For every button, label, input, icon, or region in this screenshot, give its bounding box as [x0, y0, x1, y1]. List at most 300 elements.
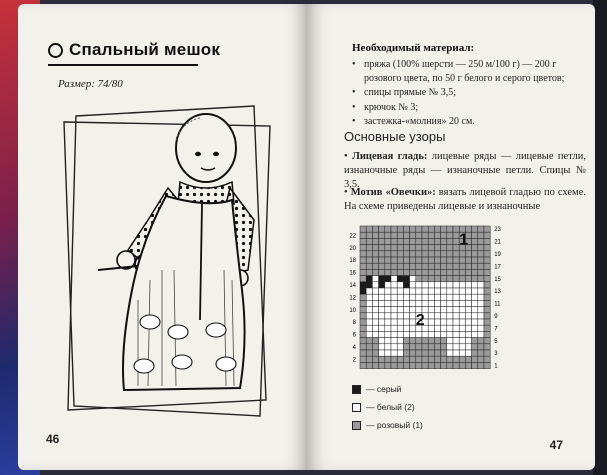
chart-cell: [441, 319, 447, 325]
chart-cell: [379, 313, 385, 319]
chart-cell: [447, 263, 453, 269]
chart-cell: [403, 232, 409, 238]
chart-cell: [372, 232, 378, 238]
chart-cell: [416, 282, 422, 288]
chart-cell: [379, 319, 385, 325]
chart-cell: [403, 300, 409, 306]
chart-cell: [472, 356, 478, 362]
chart-cell: [428, 232, 434, 238]
chart-cell: [385, 226, 391, 232]
chart-cell: [459, 319, 465, 325]
chart-cell: [360, 232, 366, 238]
chart-cell: [360, 276, 366, 282]
chart-cell: [360, 307, 366, 313]
chart-cell: [397, 362, 403, 368]
legend-item: [352, 416, 423, 434]
chart-cell: [478, 251, 484, 257]
chart-cell: [403, 319, 409, 325]
chart-cell: [447, 257, 453, 263]
chart-cell: [366, 319, 372, 325]
chart-cell: [459, 294, 465, 300]
chart-cell: [441, 344, 447, 350]
chart-cell: [360, 226, 366, 232]
chart-cell: [484, 294, 490, 300]
chart-cell: [366, 269, 372, 275]
chart-cell: [472, 245, 478, 251]
chart-cell: [428, 350, 434, 356]
chart-cell: [379, 294, 385, 300]
chart-cell: [379, 282, 385, 288]
chart-cell: [385, 238, 391, 244]
chart-cell: [484, 288, 490, 294]
chart-cell: [403, 238, 409, 244]
chart-cell: [397, 356, 403, 362]
chart-cell: [472, 344, 478, 350]
chart-cell: [441, 288, 447, 294]
chart-cell: [391, 350, 397, 356]
chart-cell: [434, 257, 440, 263]
chart-cell: [447, 269, 453, 275]
chart-cell: [465, 325, 471, 331]
chart-cell: [478, 245, 484, 251]
chart-cell: [441, 226, 447, 232]
page-title: Спальный мешок: [69, 40, 221, 59]
chart-cell: [379, 251, 385, 257]
row-label: 7: [494, 326, 498, 333]
chart-cell: [428, 238, 434, 244]
chart-cell: [366, 232, 372, 238]
chart-cell: [385, 251, 391, 257]
chart-cell: [478, 344, 484, 350]
chart-cell: [465, 313, 471, 319]
chart-cell: [391, 251, 397, 257]
chart-cell: [465, 344, 471, 350]
chart-cell: [372, 245, 378, 251]
chart-cell: [379, 269, 385, 275]
chart-cell: [391, 226, 397, 232]
chart-cell: [372, 251, 378, 257]
chart-cell: [410, 257, 416, 263]
chart-cell: [484, 300, 490, 306]
chart-cell: [366, 257, 372, 263]
chart-cell: [478, 300, 484, 306]
chart-cell: [391, 269, 397, 275]
chart-cell: [416, 245, 422, 251]
chart-cell: [447, 325, 453, 331]
chart-cell: [434, 269, 440, 275]
chart-cell: [385, 300, 391, 306]
chart-cell: [478, 325, 484, 331]
chart-cell: [447, 276, 453, 282]
chart-cell: [453, 307, 459, 313]
knitting-chart-container: [332, 222, 572, 377]
chart-cell: [416, 356, 422, 362]
row-label: 3: [494, 351, 498, 358]
chart-cell: [428, 257, 434, 263]
chart-cell: [478, 313, 484, 319]
chart-cell: [366, 245, 372, 251]
baby-sleeping-bag-illustration: [58, 100, 278, 420]
chart-cell: [360, 251, 366, 257]
chart-cell: [465, 331, 471, 337]
chart-cell: [434, 294, 440, 300]
chart-cell: [391, 257, 397, 263]
chart-cell: [416, 288, 422, 294]
materials-heading: Необходимый материал:: [352, 42, 475, 54]
chart-cell: [428, 251, 434, 257]
chart-cell: [410, 294, 416, 300]
chart-cell: [453, 282, 459, 288]
chart-cell: [441, 232, 447, 238]
chart-cell: [465, 257, 471, 263]
chart-cell: [441, 263, 447, 269]
chart-cell: [422, 288, 428, 294]
chart-cell: [447, 350, 453, 356]
chart-cell: [472, 325, 478, 331]
chart-cell: [465, 307, 471, 313]
chart-cell: [428, 226, 434, 232]
chart-cell: [484, 263, 490, 269]
list-item: • пряжа (100% шерсти — 250 м/100 г) — 200 г розового цвета, по 50 г белого и серого цветов;: [350, 58, 585, 85]
chart-cell: [360, 288, 366, 294]
chart-cell: [366, 263, 372, 269]
chart-cell: [484, 307, 490, 313]
chart-cell: [484, 331, 490, 337]
chart-cell: [385, 269, 391, 275]
chart-cell: [441, 245, 447, 251]
chart-cell: [416, 338, 422, 344]
chart-cell: [391, 338, 397, 344]
chart-cell: [366, 288, 372, 294]
chart-cell: [410, 282, 416, 288]
chart-cell: [397, 232, 403, 238]
chart-cell: [385, 282, 391, 288]
chart-cell: [428, 282, 434, 288]
chart-cell: [441, 238, 447, 244]
chart-cell: [459, 350, 465, 356]
chart-cell: [360, 319, 366, 325]
chart-cell: [366, 276, 372, 282]
chart-cell: [403, 251, 409, 257]
chart-cell: [372, 269, 378, 275]
chart-cell: [428, 362, 434, 368]
chart-cell: [403, 282, 409, 288]
chart-cell: [472, 319, 478, 325]
chart-cell: [379, 232, 385, 238]
chart-cell: [434, 245, 440, 251]
chart-cell: [472, 251, 478, 257]
legend-swatch: [352, 385, 361, 394]
chart-cell: [403, 245, 409, 251]
chart-cell: [416, 294, 422, 300]
legend-swatch: [352, 421, 361, 430]
chart-cell: [366, 226, 372, 232]
chart-cell: [416, 251, 422, 257]
chart-cell: [428, 263, 434, 269]
chart-cell: [422, 350, 428, 356]
chart-cell: [465, 282, 471, 288]
chart-cell: [472, 282, 478, 288]
row-label: 16: [349, 270, 356, 277]
chart-cell: [422, 226, 428, 232]
chart-cell: [447, 300, 453, 306]
chart-cell: [453, 294, 459, 300]
row-label: 8: [352, 320, 356, 327]
legend-label: — серый: [366, 384, 402, 394]
chart-cell: [391, 331, 397, 337]
chart-cell: [428, 325, 434, 331]
chart-cell: [385, 344, 391, 350]
chart-cell: [478, 263, 484, 269]
chart-cell: [397, 282, 403, 288]
chart-cell: [459, 251, 465, 257]
chart-cell: [397, 245, 403, 251]
row-label: 13: [494, 289, 501, 296]
row-label: 19: [494, 252, 501, 258]
chart-cell: [478, 257, 484, 263]
chart-cell: [372, 344, 378, 350]
chart-cell: [484, 238, 490, 244]
chart-cell: [410, 356, 416, 362]
chart-cell: [403, 307, 409, 313]
chart-cell: [441, 362, 447, 368]
chart-cell: [428, 307, 434, 313]
chart-cell: [478, 269, 484, 275]
chart-cell: [472, 269, 478, 275]
chart-cell: [453, 344, 459, 350]
chart-cell: [484, 344, 490, 350]
chart-cell: [385, 294, 391, 300]
chart-cell: [453, 362, 459, 368]
chart-cell: [472, 276, 478, 282]
chart-cell: [478, 282, 484, 288]
chart-cell: [441, 300, 447, 306]
chart-cell: [372, 238, 378, 244]
chart-cell: [428, 294, 434, 300]
chart-cell: [472, 288, 478, 294]
list-item: • застежка-«молния» 20 см.: [350, 115, 585, 129]
row-label: 17: [494, 264, 501, 271]
chart-cell: [372, 338, 378, 344]
chart-cell: [391, 232, 397, 238]
chart-cell: [410, 288, 416, 294]
chart-cell: [459, 288, 465, 294]
chart-cell: [360, 362, 366, 368]
paragraph-stockinette: • Лицевая гладь: лицевые ряды — лицевые петли, изнаночные ряды — изнаночные петли. Спицы № 3,5.: [344, 151, 586, 190]
chart-cell: [397, 238, 403, 244]
chart-cell: [472, 362, 478, 368]
chart-cell: [403, 350, 409, 356]
chart-cell: [422, 251, 428, 257]
chart-cell: [465, 362, 471, 368]
chart-cell: [410, 251, 416, 257]
chart-cell: [434, 226, 440, 232]
legend-label: — белый (2): [366, 402, 415, 412]
chart-cell: [366, 294, 372, 300]
chart-cell: [428, 356, 434, 362]
chart-cell: [484, 282, 490, 288]
chart-cell: [459, 325, 465, 331]
chart-cell: [403, 325, 409, 331]
chart-cell: [472, 257, 478, 263]
chart-cell: [428, 269, 434, 275]
chart-cell: [434, 362, 440, 368]
chart-cell: [453, 288, 459, 294]
chart-cell: [372, 331, 378, 337]
chart-cell: [422, 300, 428, 306]
chart-cell: [478, 331, 484, 337]
chart-cell: [379, 325, 385, 331]
chart-cell: [416, 226, 422, 232]
chart-cell: [403, 362, 409, 368]
chart-cell: [478, 338, 484, 344]
chart-cell: [422, 238, 428, 244]
chart-cell: [360, 356, 366, 362]
chart-cell: [478, 350, 484, 356]
chart-cell: [447, 282, 453, 288]
chart-cell: [403, 294, 409, 300]
chart-cell: [372, 362, 378, 368]
chart-cell: [441, 282, 447, 288]
chart-cell: [385, 338, 391, 344]
legend-item: [352, 398, 423, 416]
chart-cell: [360, 331, 366, 337]
chart-cell: [434, 350, 440, 356]
chart-cell: [465, 288, 471, 294]
chart-cell: [434, 276, 440, 282]
chart-cell: [397, 344, 403, 350]
chart-cell: [478, 356, 484, 362]
chart-cell: [372, 294, 378, 300]
chart-cell: [441, 276, 447, 282]
chart-cell: [397, 307, 403, 313]
row-label: 22: [349, 233, 356, 240]
chart-cell: [416, 344, 422, 350]
page-number: 46: [46, 432, 60, 446]
chart-cell: [465, 269, 471, 275]
chart-cell: [422, 338, 428, 344]
chart-cell: [397, 331, 403, 337]
chart-cell: [379, 338, 385, 344]
chart-cell: [379, 245, 385, 251]
chart-cell: [472, 313, 478, 319]
chart-cell: [459, 344, 465, 350]
chart-cell: [379, 263, 385, 269]
chart-cell: [410, 344, 416, 350]
chart-cell: [385, 331, 391, 337]
chart-cell: [410, 226, 416, 232]
chart-cell: [372, 276, 378, 282]
chart-cell: [366, 282, 372, 288]
chart-cell: [428, 288, 434, 294]
chart-cell: [484, 325, 490, 331]
chart-cell: [416, 300, 422, 306]
row-label: 10: [349, 307, 356, 314]
chart-cell: [410, 300, 416, 306]
chart-cell: [447, 356, 453, 362]
chart-cell: [459, 313, 465, 319]
chart-cell: [441, 331, 447, 337]
row-label: 15: [494, 276, 501, 283]
chart-cell: [478, 226, 484, 232]
chart-cell: [360, 300, 366, 306]
chart-cell: [372, 226, 378, 232]
chart-cell: [478, 294, 484, 300]
row-label: 5: [494, 338, 498, 345]
chart-cell: [379, 276, 385, 282]
chart-cell: [453, 356, 459, 362]
chart-cell: [472, 300, 478, 306]
chart-cell: [472, 263, 478, 269]
title-row: [48, 40, 220, 60]
chart-cell: [478, 276, 484, 282]
chart-cell: [422, 331, 428, 337]
chart-cell: [416, 331, 422, 337]
chart-cell: [397, 226, 403, 232]
chart-cell: [484, 257, 490, 263]
chart-cell: [372, 282, 378, 288]
row-label: 23: [494, 227, 501, 234]
chart-cell: [379, 238, 385, 244]
chart-cell: [391, 263, 397, 269]
chart-cell: [484, 276, 490, 282]
chart-cell: [447, 362, 453, 368]
knitting-chart: [332, 222, 572, 372]
row-label: 21: [494, 239, 501, 246]
chart-cell: [397, 338, 403, 344]
chart-cell: [434, 356, 440, 362]
chart-cell: [459, 269, 465, 275]
chart-cell: [453, 331, 459, 337]
chart-cell: [434, 288, 440, 294]
chart-cell: [478, 238, 484, 244]
chart-cell: [416, 263, 422, 269]
chart-cell: [434, 325, 440, 331]
chart-cell: [403, 269, 409, 275]
chart-cell: [472, 238, 478, 244]
chart-cell: [403, 288, 409, 294]
chart-cell: [422, 263, 428, 269]
chart-cell: [379, 226, 385, 232]
chart-cell: [428, 300, 434, 306]
chart-cell: [447, 313, 453, 319]
chart-cell: [459, 338, 465, 344]
chart-cell: [385, 257, 391, 263]
chart-cell: [447, 232, 453, 238]
chart-cell: [484, 338, 490, 344]
chart-cell: [465, 338, 471, 344]
chart-cell: [441, 257, 447, 263]
chart-cell: [391, 313, 397, 319]
chart-cell: [428, 245, 434, 251]
circle-bullet-icon: [48, 43, 63, 58]
chart-cell: [372, 319, 378, 325]
chart-cell: [391, 356, 397, 362]
chart-cell: [410, 362, 416, 368]
chart-cell: [360, 257, 366, 263]
chart-cell: [472, 307, 478, 313]
chart-cell: [453, 257, 459, 263]
chart-cell: [410, 331, 416, 337]
chart-cell: [403, 344, 409, 350]
chart-cell: [484, 251, 490, 257]
right-page: [306, 4, 595, 470]
chart-cell: [360, 325, 366, 331]
chart-cell: [434, 319, 440, 325]
chart-cell: [379, 362, 385, 368]
chart-cell: [447, 288, 453, 294]
chart-cell: [410, 269, 416, 275]
